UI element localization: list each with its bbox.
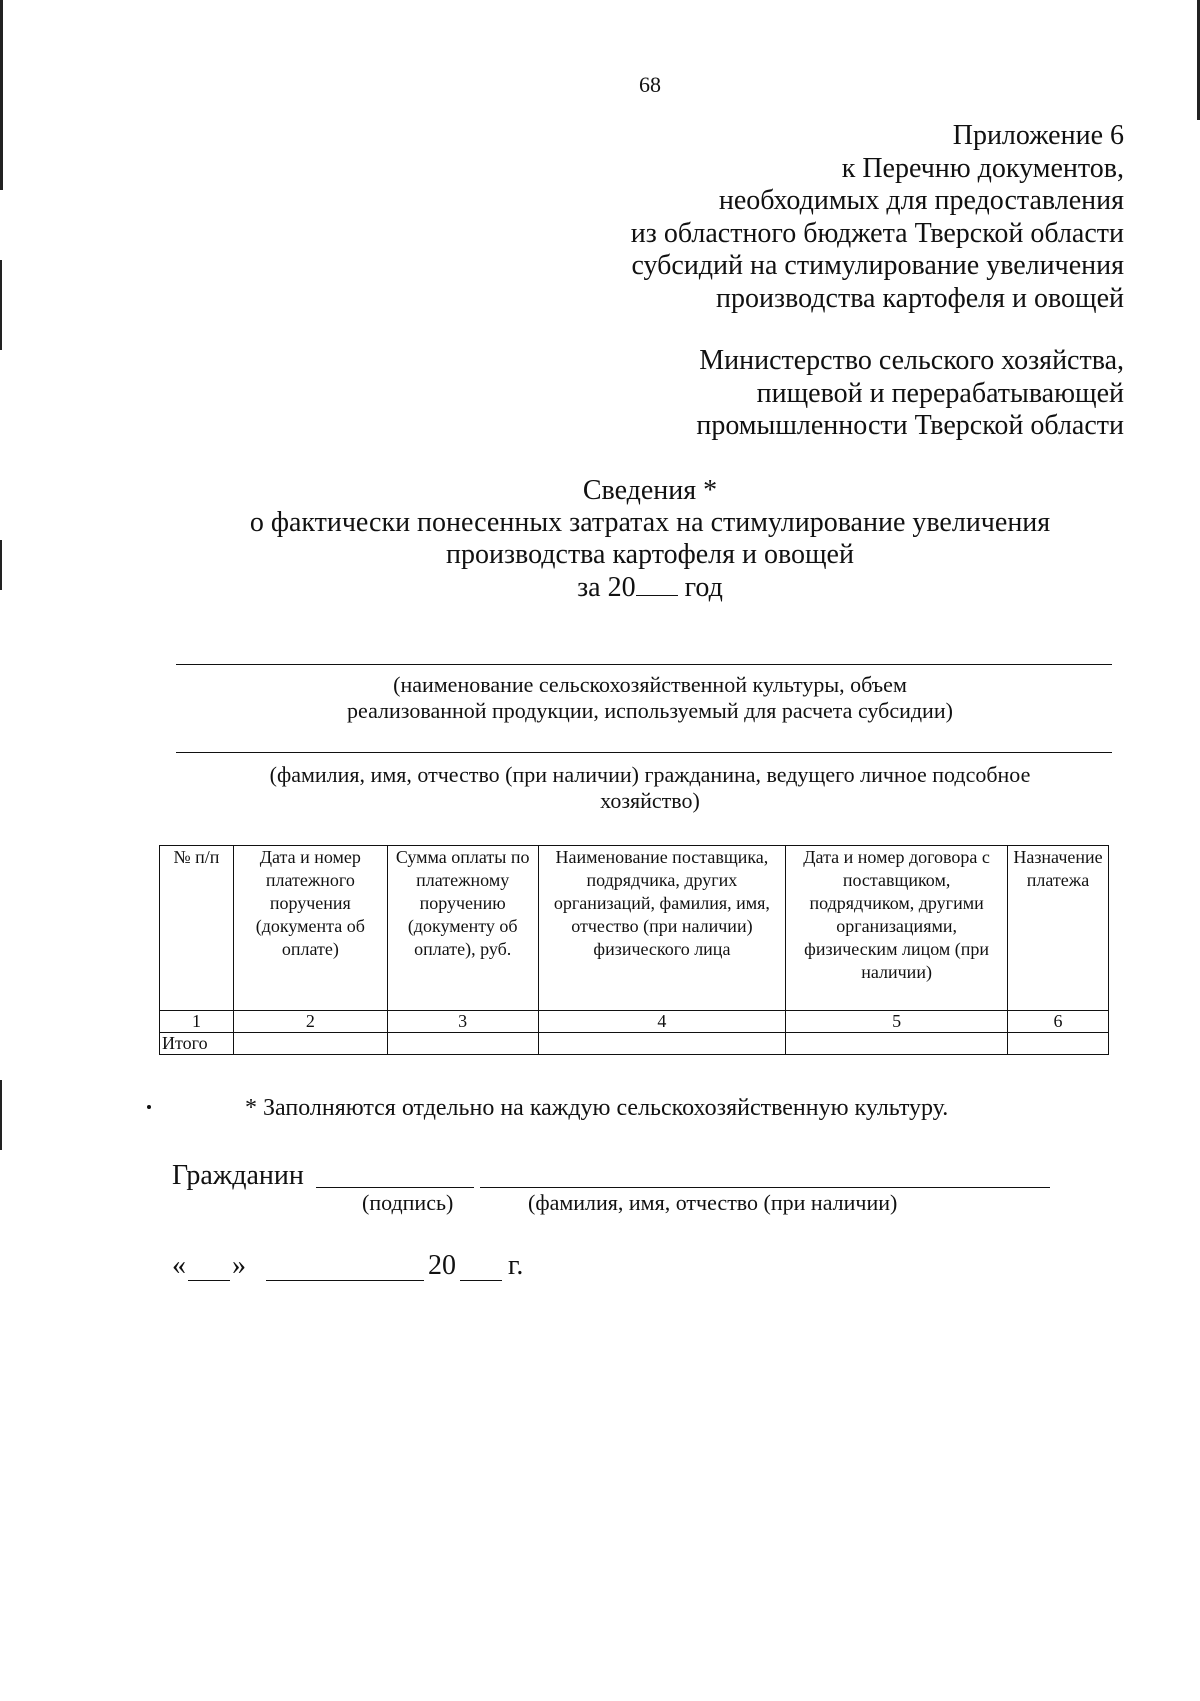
total-cell[interactable] [387, 1033, 538, 1055]
table-header-cell: Сумма оплаты по платежному поручению (документу об оплате), руб. [387, 846, 538, 1011]
total-cell[interactable] [786, 1033, 1008, 1055]
total-cell[interactable] [233, 1033, 387, 1055]
page-number: 68 [639, 72, 661, 97]
date-month-line[interactable] [266, 1280, 424, 1281]
recipient-line: промышленности Тверской области [696, 410, 1124, 441]
footnote: * Заполняются отдельно на каждую сельскохозяйственную культуру. [245, 1095, 949, 1121]
recipient-line: пищевой и перерабатывающей [756, 377, 1124, 409]
date-year-suffix: г. [508, 1250, 524, 1281]
crop-field-line[interactable] [176, 664, 1112, 665]
recipient-block [696, 345, 1124, 443]
scan-dot [147, 1105, 151, 1109]
title-year-prefix: за 20 [577, 572, 636, 603]
recipient-line: Министерство сельского хозяйства, [699, 345, 1124, 376]
crop-field-caption: (наименование сельскохозяйственной культуры, объем реализованной продукции, используемый для расчета субсидии) [347, 672, 953, 723]
table-header-cell: Дата и номер договора с поставщиком, подрядчиком, другими организациями, физическим лицом (при наличии) [786, 846, 1008, 1011]
appendix-line: производства картофеля и овощей [716, 282, 1124, 314]
column-number: 2 [233, 1011, 387, 1033]
date-year-line[interactable] [460, 1280, 502, 1281]
column-number: 3 [387, 1011, 538, 1033]
document-title [0, 475, 1200, 604]
total-label: Итого [160, 1033, 234, 1055]
title-year [0, 571, 1200, 604]
column-number: 5 [786, 1011, 1008, 1033]
table-header-row [160, 846, 1109, 1011]
signature-line[interactable] [316, 1187, 474, 1188]
appendix-line: субсидий на стимулирование увеличения [631, 250, 1124, 281]
year-blank[interactable] [636, 571, 678, 596]
appendix-line: необходимых для предоставления [718, 185, 1124, 216]
date-day-line[interactable] [188, 1280, 230, 1281]
table-header-cell: Наименование поставщика, подрядчика, других организаций, фамилия, имя, отчество (при наличии) физического лица [538, 846, 786, 1011]
total-cell[interactable] [1007, 1033, 1108, 1055]
signature-caption: (подпись) [362, 1190, 454, 1215]
title-line: производства картофеля и овощей [446, 539, 854, 570]
full-name-line[interactable] [480, 1187, 1050, 1188]
column-number: 1 [160, 1011, 234, 1033]
appendix-line: к Перечню документов, [841, 152, 1124, 184]
citizen-label: Гражданин [172, 1160, 304, 1191]
title-heading: Сведения * [582, 475, 718, 506]
date-open-quote: « [172, 1250, 186, 1281]
total-cell[interactable] [538, 1033, 786, 1055]
costs-table [159, 845, 1109, 1055]
title-line: о фактически понесенных затратах на стимулирование увеличения [249, 507, 1051, 538]
table-header-cell: Дата и номер платежного поручения (документа об оплате) [233, 846, 387, 1011]
full-name-caption: (фамилия, имя, отчество (при наличии) [528, 1190, 898, 1215]
citizen-field-caption: (фамилия, имя, отчество (при наличии) гражданина, ведущего личное подсобное хозяйство) [269, 762, 1031, 813]
scan-edge-mark [0, 260, 2, 350]
date-close-quote: » [232, 1250, 246, 1281]
scan-edge-mark [0, 1080, 2, 1150]
date-year-prefix: 20 [428, 1250, 456, 1281]
appendix-line: из областного бюджета Тверской области [630, 217, 1124, 249]
appendix-line: Приложение 6 [952, 120, 1124, 151]
table-header-cell: Назначение платежа [1007, 846, 1108, 1011]
citizen-field-line[interactable] [176, 752, 1112, 753]
table-total-row [160, 1033, 1109, 1055]
table-header-cell: № п/п [160, 846, 234, 1011]
table-column-number-row [160, 1011, 1109, 1033]
column-number: 6 [1007, 1011, 1108, 1033]
appendix-block [631, 120, 1124, 315]
column-number: 4 [538, 1011, 786, 1033]
title-year-suffix: год [677, 572, 723, 603]
